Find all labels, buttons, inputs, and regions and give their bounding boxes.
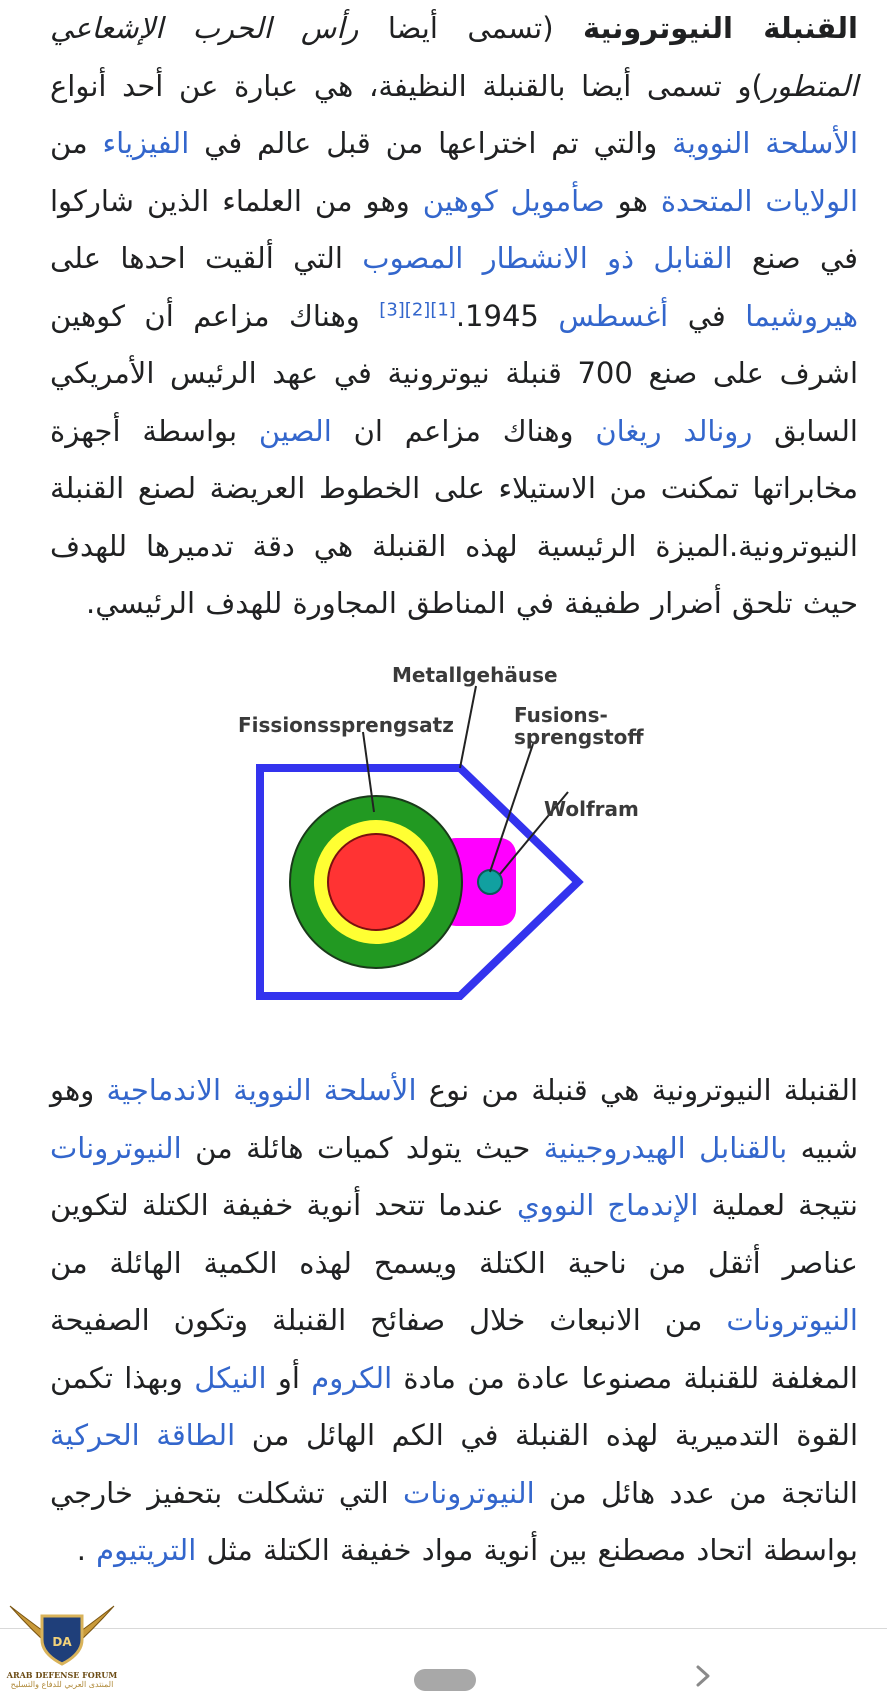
text: نتيجة لعملية: [698, 1188, 858, 1222]
reference-3[interactable]: [3]: [379, 298, 405, 320]
text: التي ألقيت احدها على: [50, 241, 363, 275]
text: الناتجة من عدد هائل من: [534, 1475, 858, 1510]
label-metallgehaeuse: Metallgehäuse: [392, 663, 558, 687]
link-nuclear-weapons[interactable]: الأسلحة النووية: [672, 126, 859, 160]
link-neutrons[interactable]: النيوترونات: [50, 1130, 182, 1165]
text: 1945.: [455, 298, 559, 333]
text: وهناك مزاعم أن كوهين اشرف على صنع 700 قنبلة نيوترونية في عهد الرئيس الأمريكي السابق: [50, 298, 859, 448]
text: القنبلة النيوترونية هي قنبلة من نوع: [416, 1073, 858, 1107]
text: (تسمى أيضا: [358, 11, 583, 45]
text: التي تشكلت بتحفيز خارجي بواسطة اتحاد مصطنع بين أنوية مواد خفيفة الكتلة مثل: [50, 1475, 858, 1567]
arab-defense-forum-watermark: [2, 1600, 122, 1692]
tungsten-shape: [478, 870, 502, 894]
text: بواسطة أجهزة مخابراتها تمكنت من الاستيلاء على الخطوط العريضة لصنع القنبلة النيوترونية.الميزة الرئيسية لهذه القنبلة هي دقة تدميرها للهدف حيث تلحق أضرار طفيفة في المناطق المجاورة للهدف الرئيسي.: [50, 413, 858, 620]
link-gun-type-bombs[interactable]: القنابل ذو الانشطار المصوب: [362, 241, 733, 275]
text: )و تسمى أيضا بالقنبلة النظيفة، هي عبارة عن أحد أنواع: [50, 68, 763, 103]
link-ronald-reagan[interactable]: رونالد ريغان: [595, 413, 753, 448]
text: أو: [266, 1360, 312, 1395]
label-wolfram: Wolfram: [544, 797, 639, 821]
label-fusions-line1: Fusions-: [514, 703, 608, 727]
watermark-arabic: المنتدى العربي للدفاع والتسليح: [10, 1680, 114, 1689]
reference-1[interactable]: [1]: [430, 298, 456, 320]
text: عندما تتحد أنوية خفيفة الكتلة لتكوين عناصر أثقل من ناحية الكتلة ويسمح لهذه الكمية الهائلة من: [50, 1188, 858, 1280]
link-kinetic-energy[interactable]: الطاقة الحركية: [50, 1418, 236, 1452]
article-paragraph-1: [50, 0, 858, 633]
label-fusions-line2: sprengstoff: [514, 725, 644, 749]
text: .: [76, 1533, 97, 1567]
chevron-right-icon[interactable]: [690, 1661, 716, 1691]
forum-logo-mark: DA: [52, 1635, 72, 1649]
link-chromium[interactable]: الكروم: [311, 1360, 393, 1395]
alt-name: رأس الحرب الإشعاعي المتطور: [50, 11, 858, 103]
link-nuclear-fusion[interactable]: الإندماج النووي: [516, 1188, 699, 1222]
label-fissionssprengsatz: Fissionssprengsatz: [238, 713, 454, 737]
link-hydrogen-bombs[interactable]: بالقنابل الهيدروجينية: [543, 1130, 788, 1165]
article-title-term: القنبلة النيوترونية: [582, 11, 859, 45]
text: في: [668, 298, 746, 333]
link-united-states[interactable]: الولايات المتحدة: [660, 183, 858, 218]
home-gesture-pill[interactable]: [414, 1669, 476, 1691]
bottom-navigation-bar: [0, 1628, 887, 1694]
text: من الانبعاث خلال صفائح القنبلة وتكون الصفيحة المغلفة للقنبلة مصنوعا عادة من مادة: [50, 1303, 858, 1395]
link-august[interactable]: أغسطس: [558, 298, 669, 333]
text: وبهذا تكمن القوة التدميرية لهذه القنبلة في الكم الهائل من: [50, 1360, 858, 1452]
text: وهناك مزاعم ان: [331, 413, 596, 448]
link-neutrons[interactable]: النيوترونات: [403, 1475, 535, 1510]
link-samuel-cohen[interactable]: صأمويل كوهين: [422, 183, 605, 218]
leader-line-metallgehaeuse: [460, 686, 476, 768]
text: هو: [604, 183, 661, 218]
reference-2[interactable]: [2]: [404, 298, 431, 320]
link-china[interactable]: الصين: [258, 413, 332, 448]
link-physics[interactable]: الفيزياء: [102, 126, 190, 160]
link-hiroshima[interactable]: هيروشيما: [745, 298, 858, 333]
text: حيث يتولد كميات هائلة من: [181, 1130, 544, 1165]
core-shape: [328, 834, 424, 930]
neutron-bomb-diagram[interactable]: [220, 660, 680, 1030]
text: والتي تم اختراعها من قبل عالم في: [189, 126, 673, 160]
diagram-svg: [220, 660, 680, 1030]
text: من: [50, 126, 103, 160]
text: وهو من العلماء الذين شاركوا في صنع: [50, 183, 859, 275]
link-tritium[interactable]: التريتيوم: [96, 1533, 197, 1567]
link-nickel[interactable]: النيكل: [194, 1360, 267, 1395]
link-fusion-weapons[interactable]: الأسلحة النووية الاندماجية: [106, 1073, 417, 1107]
link-neutrons[interactable]: النيوترونات: [726, 1303, 858, 1337]
forum-logo-icon: [2, 1600, 122, 1670]
article-paragraph-2: [50, 1062, 858, 1580]
text: وهو شبيه: [50, 1073, 858, 1165]
watermark-english: ARAB DEFENSE FORUM: [6, 1670, 118, 1680]
